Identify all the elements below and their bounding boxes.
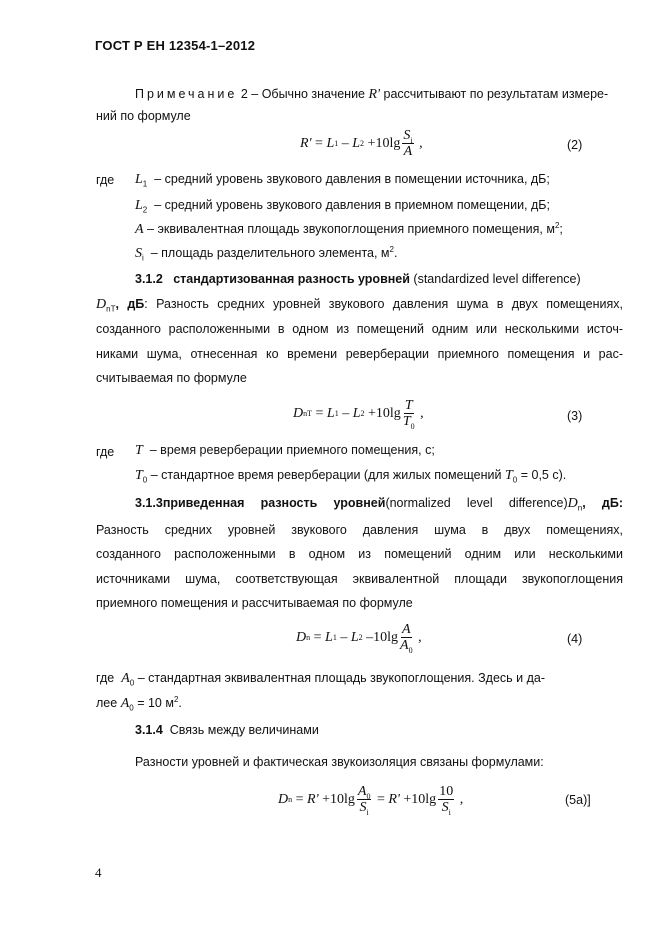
equation-number-5a: (5а)] [565,793,591,807]
term-standardized-level-difference: стандартизованная разность уровней [173,272,410,286]
where-t: T – время реверберации приемного помещения, с; [135,443,435,458]
section-3-1-2-line-1: $D_{nT}$, дБ: Разность средних уровней звукового давления шума в двух помещениях, [96,297,623,314]
equation-number-2: (2) [567,138,583,152]
where-a: A – эквивалентная площадь звукопоглощения приемного помещения, $м^2$; [135,220,563,237]
note-2-line-2: ний по формуле [96,109,191,123]
symbol-r-prime: R' [368,87,381,102]
formula-3: D nT = L 1 – L 2 +10lg $\frac{T}{T_0}$ , [293,398,424,431]
page-number: 4 [95,865,102,880]
formula-4: D n = L 1 – L 2 –10lg $\frac{A}{A_0}$ , [296,622,422,655]
document-header: ГОСТ Р ЕН 12354-1–2012 [95,38,256,53]
section-3-1-3-line-5: приемного помещения и рассчитываемая по формуле [96,596,413,610]
equation-number-4: (4) [567,632,583,646]
section-3-1-3-line-3: созданного расположенными в одном из помещений одним или несколькими [96,547,623,561]
note-2-line-1: Примечание 2 – Обычно значение R' рассчитывают по результатам измере- [135,87,609,102]
where-a0: где $A_0$ – стандартная эквивалентная площадь звукопоглощения. Здесь и да- [96,671,546,688]
section-3-1-3-line-2: Разность средних уровней звукового давления шума в двух помещениях, [96,523,623,537]
section-3-1-3-line-4: источниками шума, соответствующая эквивалентной площади звукопоглощения [96,572,623,586]
formula-5a: D n = R' +10lg $\frac{A_0}{S_i}$ = R' +10lg $\frac{10}{S_i}$ , [278,784,464,817]
where-label-2: где [96,445,115,459]
section-3-1-2-line-2: созданного расположенными в одном из помещений одним или несколькими источ- [96,322,623,336]
note-label: Примечание [135,87,238,101]
section-3-1-4-intro: Разности уровней и фактическая звукоизоляция связаны формулами: [135,755,544,769]
section-3-1-4-title: 3.1.4 Связь между величинами [135,723,319,737]
where-l1: $L_1$ – средний уровень звукового давления в помещении источника, дБ; [135,172,550,189]
where-s: $S_i$ – площадь разделительного элемента, $м^2$. [135,244,398,263]
section-3-1-2-line-4: считываемая по формуле [96,371,247,385]
formula-2: R' = L 1 – L 2 +10lg $\frac{S_i}{A}$ , [300,128,423,159]
term-normalized-level-difference: приведенная разность уровней [162,496,386,510]
section-3-1-2-title: 3.1.2 стандартизованная разность уровней (standardized level difference) [135,272,581,286]
where-t0: $T_0$ – стандартное время реверберации (для жилых помещений $T_0 = 0,5$ с). [135,468,567,485]
where-l2: $L_2$ – средний уровень звукового давления в приемном помещении, дБ; [135,198,550,215]
where-label-1: где [96,173,115,187]
where-a0-value: лее $A_0 = 10$ $м^2$. [96,694,182,713]
equation-number-3: (3) [567,409,583,423]
section-3-1-2-line-3: никами шума, отнесенная ко времени реверберации приемного помещения и рас- [96,347,623,361]
section-3-1-3-title: 3.1.3приведенная разность уровней(normalized level $difference)D_n$, дБ: [135,496,623,513]
